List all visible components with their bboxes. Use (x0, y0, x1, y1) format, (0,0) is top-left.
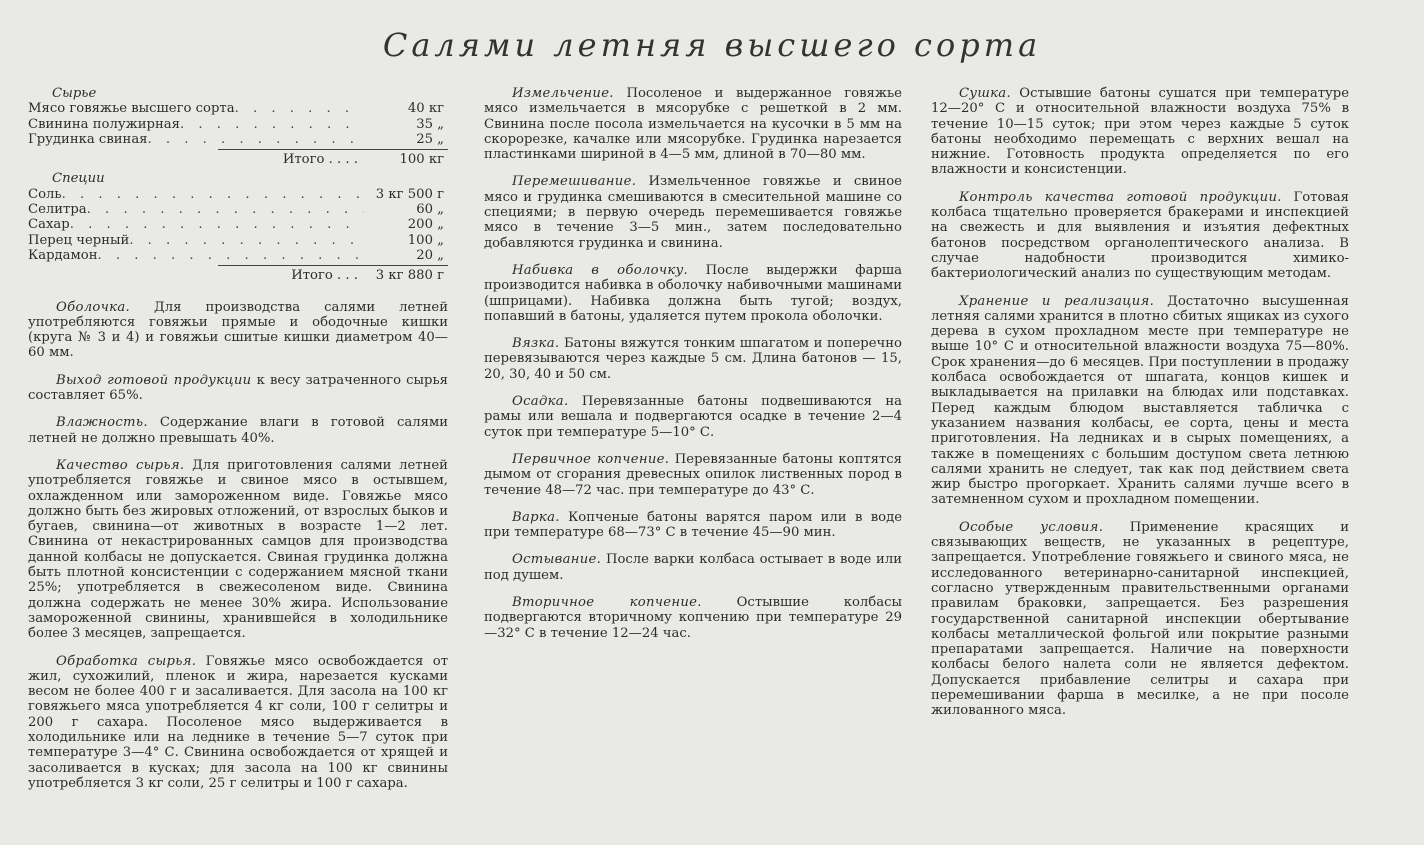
recipe-row: Селитра . . . 60 „ (28, 202, 448, 217)
raw-materials-heading: Сырье (52, 86, 97, 101)
section-paragraph: Набивка в оболочку. После выдержки фарша производится набивка в оболочку набивочными машинами (шприцами). Набивка должна быть тугой; воздух, попавший в батоны, удаляется путем прокола оболочки. (484, 262, 903, 324)
divider (218, 149, 448, 150)
section-paragraph: Особые условия. Применение красящих и связывающих веществ, не указанных в рецептуре, запрещается. Употребление говяжьего и свиного мяса, не исследованного ветеринарно-санитарной инспекцией, согласно утвержденным правительственными органами правилам браковки, запрещается. Без разрешения государственной санитарной инспекции обертывание колбасы металлической фольгой или покрытие разными препаратами запрещается. Наличие на поверхности колбасы белого налета соли не является дефектом. Допускается прибавление селитры и сахара при перемешивании фарша в месилке, а не при посоле жилованного мяса. (931, 519, 1349, 719)
section-paragraph: Хранение и реализация. Достаточно высушенная летняя салями хранится в плотно сбитых ящиках из сухого дерева в сухом прохладном месте при температуре не выше 10° С и относительной влажности воздуха 75—80%. Срок хранения—до 6 месяцев. При поступлении в продажу колбаса освобождается от шпагата, концов кишек и выкладывается на прилавки на блюдах или подставках. Перед каждым блюдом выставляется табличка с указанием названия колбасы, ее сорта, цены и места приготовления. На ледниках и в сырых помещениях, а также в помещениях с большим доступом света летнюю салями хранить не следует, так как под действием света жир быстро прогоркает. Хранить салями лучше всего в затемненном сухом и прохладном помещении. (931, 293, 1349, 508)
recipe-row: Перец черный . . . 100 „ (28, 233, 448, 248)
section-paragraph: Влажность. Содержание влаги в готовой салями летней не должно превышать 40%. (28, 415, 448, 446)
page-title: Салями летняя высшего сорта (382, 26, 1042, 64)
spices-heading: Специи (52, 171, 105, 187)
recipe-row: Соль . . . 3 кг 500 г (28, 187, 448, 202)
section-paragraph: Первичное копчение. Перевязанные батоны коптятся дымом от сгорания древесных опилок лиственных пород в течение 48—72 час. при температуре до 43° С. (484, 451, 902, 498)
section-paragraph: Варка. Копченые батоны варятся паром или в воде при температуре 68—73° С в течение 45—90 мин. (484, 509, 902, 541)
section-paragraph: Обработка сырья. Говяжье мясо освобождается от жил, сухожилий, пленок и жира, нарезается кусками весом не более 400 г и засаливается. Для засола на 100 кг говяжьего мяса употребляется 4 кг соли, 100 г селитры и 200 г сахара. Посоленое мясо выдерживается в холодильнике или на леднике в течение 5—7 суток при температуре 3—4° С. Свинина освобождается от хрящей и засоливается в кусках; для засола на 100 кг свинины употребляется 3 кг соли, 25 г селитры и 100 г сахара. (28, 653, 449, 791)
section-paragraph: Остывание. После варки колбаса остывает в воде или под душем. (484, 552, 902, 583)
section-paragraph: Перемешивание. Измельченное говяжье и свиное мясо и грудинка смешиваются в смесительной машине со специями; в первую очередь перемешивается говяжье мясо в течение 3—5 мин., затем последовательно добавляются грудинка и свинина. (484, 174, 902, 251)
recipe-row: Сахар . . . 200 „ (28, 217, 448, 232)
section-paragraph: Вторичное копчение. Остывшие колбасы подвергаются вторичному копчению при температуре 29—32° С в течение 12—24 час. (484, 595, 902, 641)
recipe-row: Кардамон . . . 20 „ (28, 248, 448, 263)
section-paragraph: Выход готовой продукции к весу затраченного сырья составляет 65%. (28, 372, 448, 404)
recipe-row: Грудинка свиная . . . 25 „ (28, 132, 448, 147)
section-paragraph: Качество сырья. Для приготовления салями летней употребляется говяжье и свиное мясо в остывшем, охлажденном или замороженном виде. Говяжье мясо должно быть без жировых отложений, от взрослых быков и бугаев, свинина—от животных в возрасте 1—2 лет. Свинина от некастрированных самцов для производства данной колбасы не допускается. Свиная грудинка должна быть плотной консистенции с содержанием мясной ткани 25%; употребляется в свежесоленом виде. Свинина должна содержать не менее 30% жира. Использование замороженной свинины, хранившейся в холодильнике более 3 месяцев, запрещается. (28, 457, 448, 642)
section-paragraph: Контроль качества готовой продукции. Готовая колбаса тщательно проверяется бракерами и инспекцией на свежесть и для выявления и изъятия дефектных батонов посредством органолептического анализа. В случае надобности производится химико-бактериологический анализ по существующим методам. (931, 189, 1349, 282)
recipe-row: Мясо говяжье высшего сорта . . . 40 кг (28, 101, 448, 116)
recipe-row: Свинина полужирная . . . 35 „ (28, 117, 448, 132)
column-1 (28, 86, 448, 803)
spice-total: Итого . . . 3 кг 880 г (291, 268, 444, 284)
column-3 (931, 86, 1349, 731)
divider (218, 265, 448, 266)
section-paragraph: Осадка. Перевязанные батоны подвешиваются на рамы или вешала и подвергаются осадке в течение 2—4 суток при температуре 5—10° С. (484, 394, 902, 440)
column-2 (484, 86, 902, 653)
section-paragraph: Измельчение. Посоленое и выдержанное говяжье мясо измельчается в мясорубке с решеткой в 2 мм. Свинина после посола измельчается на кусочки в 5 мм на скорорезке, качалке или мясорубке. Грудинка нарезается пластинками шириной в 4—5 мм, длиной в 70—80 мм. (484, 86, 902, 163)
section-paragraph: Оболочка. Для производства салями летней употребляются говяжьи прямые и ободочные кишки (круга № 3 и 4) и говяжьи сшитые кишки диаметром 40—60 мм. (28, 299, 449, 361)
raw-total: Итого . . . . 100 кг (282, 152, 444, 168)
section-paragraph: Вязка. Батоны вяжутся тонким шпагатом и поперечно перевязываются через каждые 5 см. Длина батонов — 15, 20, 30, 40 и 50 см. (484, 336, 902, 382)
section-paragraph: Сушка. Остывшие батоны сушатся при температуре 12—20° С и относительной влажности воздуха 75% в течение 10—15 суток; при этом через каждые 5 суток батоны необходимо перемещать с верхних вешал на нижние. Готовность продукта определяется по его влажности и консистенции. (931, 86, 1349, 178)
